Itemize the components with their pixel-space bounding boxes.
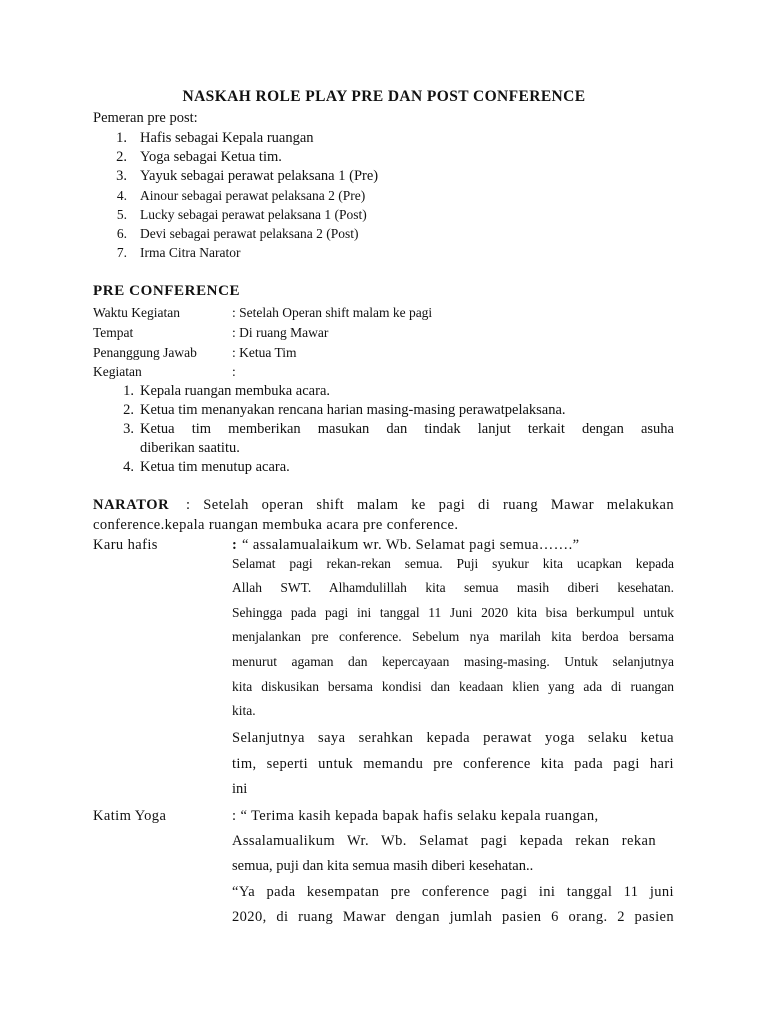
list-number: 7. <box>116 245 127 260</box>
list-item: Kepala ruangan membuka acara. <box>140 383 331 399</box>
dialogue-line: menjalankan pre conference. Sebelum nya marilah kita berdoa bersama <box>232 629 674 644</box>
narator-label: NARATOR <box>93 497 170 513</box>
list-number: 2. <box>123 402 134 418</box>
list-item: Ketua tim menanyakan rencana harian masing-masing perawatpelaksana. <box>140 402 566 418</box>
list-item: Yayuk sebagai perawat pelaksana 1 (Pre) <box>140 168 379 184</box>
info-label: Kegiatan <box>93 364 142 379</box>
dialogue-line: kita. <box>232 703 256 718</box>
dialogue-line: Selamat pagi rekan-rekan semua. Puji syukur kita ucapkan kepada <box>232 556 674 571</box>
cast-heading: Pemeran pre post: <box>93 110 198 126</box>
dialogue-line: menurut agaman dan kepercayaan masing-masing. Untuk selanjutnya <box>232 654 674 669</box>
list-number: 3. <box>123 421 134 437</box>
info-label: Waktu Kegiatan <box>93 305 181 320</box>
dialogue-line: “ assalamualaikum wr. Wb. Selamat pagi semua…….” <box>242 537 580 553</box>
list-number: 6. <box>116 226 127 241</box>
info-label: Penanggung Jawab <box>93 345 197 360</box>
info-label: Tempat <box>93 325 134 340</box>
dialogue-line: 2020, di ruang Mawar dengan jumlah pasien 6 orang. 2 pasien <box>232 909 674 925</box>
list-item: Hafis sebagai Kepala ruangan <box>140 130 314 146</box>
speaker-name: Karu hafis <box>93 537 158 553</box>
list-number: 4. <box>116 188 127 203</box>
dialogue-line: tim, seperti untuk memandu pre conference kita pada pagi hari <box>232 756 674 772</box>
list-item: Irma Citra Narator <box>140 245 241 260</box>
list-item: Ketua tim menutup acara. <box>140 459 290 475</box>
speaker-name: Katim Yoga <box>93 808 167 824</box>
list-number: 1. <box>123 383 134 399</box>
list-number: 4. <box>123 459 134 475</box>
list-item: Devi sebagai perawat pelaksana 2 (Post) <box>140 226 359 241</box>
dialogue-line: : “ Terima kasih kepada bapak hafis selaku kepala ruangan, <box>232 808 599 824</box>
info-value: : Di ruang Mawar <box>232 325 329 340</box>
speaker-colon: : <box>232 537 237 553</box>
dialogue-line: Selanjutnya saya serahkan kepada perawat yoga selaku ketua <box>232 730 674 746</box>
info-value: : <box>232 364 236 379</box>
list-number: 1. <box>116 130 127 146</box>
dialogue-line: Sehingga pada pagi ini tanggal 11 Juni 2020 kita bisa berkumpul untuk <box>232 605 674 620</box>
narator-line: : Setelah operan shift malam ke pagi di ruang Mawar melakukan <box>186 497 674 513</box>
list-item: Lucky sebagai perawat pelaksana 1 (Post) <box>140 207 367 222</box>
document-title: NASKAH ROLE PLAY PRE DAN POST CONFERENCE <box>182 88 586 105</box>
dialogue-line: kita diskusikan bersama kondisi dan keadaan klien yang ada di ruangan <box>232 679 674 694</box>
list-item-continuation: diberikan saatitu. <box>140 440 240 456</box>
list-number: 5. <box>116 207 127 222</box>
section-heading: PRE CONFERENCE <box>93 283 241 299</box>
dialogue-line: “Ya pada kesempatan pre conference pagi ini tanggal 11 juni <box>232 884 674 900</box>
list-item: Yoga sebagai Ketua tim. <box>140 149 282 165</box>
list-item: Ketua tim memberikan masukan dan tindak lanjut terkait dengan asuha <box>140 421 674 437</box>
dialogue-line: ini <box>232 781 248 797</box>
info-value: : Ketua Tim <box>232 345 297 360</box>
list-number: 3. <box>116 168 127 184</box>
narator-line: conference.kepala ruangan membuka acara pre conference. <box>93 517 459 533</box>
list-number: 2. <box>116 149 127 165</box>
list-item: Ainour sebagai perawat pelaksana 2 (Pre) <box>140 188 366 203</box>
dialogue-line: Allah SWT. Alhamdulillah kita semua masih diberi kesehatan. <box>232 580 674 595</box>
dialogue-line: semua, puji dan kita semua masih diberi kesehatan.. <box>232 858 534 874</box>
dialogue-line: Assalamualikum Wr. Wb. Selamat pagi kepada rekan rekan <box>232 833 656 849</box>
info-value: : Setelah Operan shift malam ke pagi <box>232 305 433 320</box>
